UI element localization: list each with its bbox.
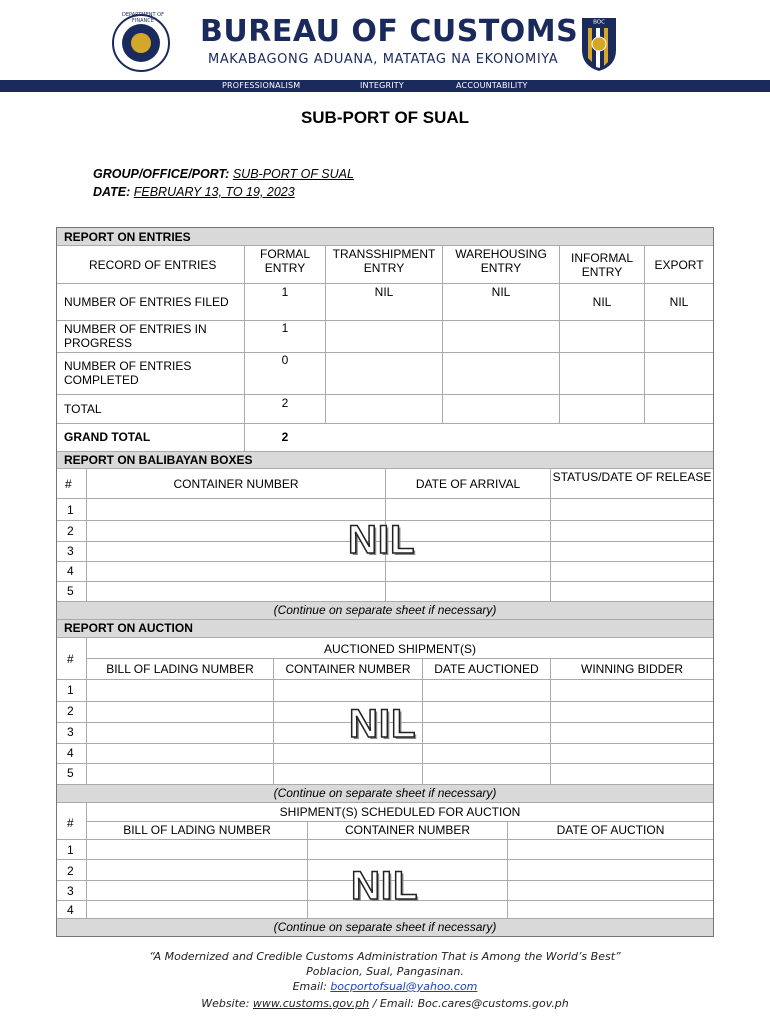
- row-label-filed: NUMBER OF ENTRIES FILED: [64, 295, 229, 309]
- footer-email-label: Email:: [292, 980, 331, 993]
- date-label: DATE:: [93, 185, 131, 199]
- auction-group-header: AUCTIONED SHIPMENT(S): [323, 642, 476, 656]
- values-band: [0, 80, 770, 92]
- cell-filed-transshipment: NIL: [374, 285, 394, 299]
- footer-email-line: [0, 980, 770, 993]
- auction-continue-note: (Continue on separate sheet if necessary): [273, 786, 497, 800]
- balikbayan-row-5: 5: [67, 584, 74, 598]
- footer-email2: / Email: Boc.cares@customs.gov.ph: [369, 997, 569, 1010]
- agency-tagline: MAKABAGONG ADUANA, MATATAG NA EKONOMIYA: [208, 52, 559, 67]
- seal-text: DEPARTMENT OF FINANCE: [122, 12, 164, 24]
- footer-email-link[interactable]: bocportofsual@yahoo.com: [330, 980, 478, 993]
- auction-col-container: CONTAINER NUMBER: [285, 662, 411, 676]
- scheduled-col-number: #: [67, 816, 74, 830]
- auction-row-1: 1: [67, 683, 74, 697]
- balikbayan-row-4: 4: [67, 564, 74, 578]
- value-professionalism: PROFESSIONALISM: [222, 81, 301, 90]
- balikbayan-col-container: CONTAINER NUMBER: [173, 477, 299, 491]
- col-warehousing-entry: WAREHOUSING ENTRY: [455, 247, 547, 275]
- office-label: GROUP/OFFICE/PORT:: [93, 167, 230, 181]
- scheduled-row-1: 1: [67, 843, 74, 857]
- grand-total-label: GRAND TOTAL: [64, 430, 151, 444]
- footer-website-link[interactable]: www.customs.gov.ph: [252, 997, 370, 1010]
- balikbayan-continue-note: (Continue on separate sheet if necessary): [273, 603, 497, 617]
- balikbayan-row-2: 2: [67, 524, 74, 538]
- report-form: [56, 227, 714, 937]
- footer-address: Poblacion, Sual, Pangasinan.: [306, 965, 464, 978]
- scheduled-group-header: SHIPMENT(S) SCHEDULED FOR AUCTION: [279, 805, 521, 819]
- dof-seal-logo: [112, 14, 170, 72]
- scheduled-nil-stamp: NIL: [351, 864, 419, 908]
- auction-row-4: 4: [67, 746, 74, 760]
- office-value: SUB-PORT OF SUAL: [232, 167, 354, 181]
- agency-name: BUREAU OF CUSTOMS: [200, 14, 579, 49]
- col-informal-entry: INFORMAL ENTRY: [570, 251, 633, 279]
- grand-total-value: 2: [281, 430, 289, 444]
- auction-nil-stamp: NIL: [349, 702, 417, 746]
- entries-section-title: REPORT ON ENTRIES: [64, 230, 191, 244]
- date-value: FEBRUARY 13, TO 19, 2023: [133, 185, 295, 199]
- cell-total-formal: 2: [281, 396, 289, 410]
- cell-filed-warehousing: NIL: [491, 285, 511, 299]
- cell-completed-formal: 0: [281, 353, 289, 367]
- auction-row-2: 2: [67, 704, 74, 718]
- auction-row-5: 5: [67, 766, 74, 780]
- col-export: EXPORT: [654, 258, 704, 272]
- scheduled-col-bill: BILL OF LADING NUMBER: [123, 823, 271, 837]
- letterhead: [0, 0, 770, 92]
- record-of-entries-header: RECORD OF ENTRIES: [89, 258, 217, 272]
- row-label-in-progress: NUMBER OF ENTRIES IN PROGRESS: [64, 322, 207, 350]
- scheduled-row-4: 4: [67, 903, 74, 917]
- cell-progress-formal: 1: [281, 321, 289, 335]
- scheduled-row-3: 3: [67, 884, 74, 898]
- balikbayan-section-title: REPORT ON BALIBAYAN BOXES: [64, 453, 253, 467]
- balikbayan-row-3: 3: [67, 544, 74, 558]
- balikbayan-nil-stamp: NIL: [348, 518, 416, 562]
- value-accountability: ACCOUNTABILITY: [456, 81, 528, 90]
- balikbayan-col-arrival: DATE OF ARRIVAL: [415, 477, 521, 491]
- scheduled-continue-note: (Continue on separate sheet if necessary): [273, 920, 497, 934]
- office-line: [93, 167, 354, 181]
- auction-col-number: #: [67, 652, 74, 666]
- date-line: [93, 185, 295, 199]
- row-label-completed: NUMBER OF ENTRIES COMPLETED: [64, 359, 192, 387]
- auction-col-date: DATE AUCTIONED: [434, 662, 539, 676]
- scheduled-row-2: 2: [67, 864, 74, 878]
- auction-col-bill: BILL OF LADING NUMBER: [106, 662, 254, 676]
- balikbayan-col-status: STATUS/DATE OF RELEASE: [552, 470, 712, 484]
- boc-shield-logo: [580, 16, 618, 72]
- balikbayan-col-number: #: [65, 477, 72, 491]
- value-integrity: INTEGRITY: [360, 81, 404, 90]
- cell-filed-informal: NIL: [592, 295, 612, 309]
- scheduled-col-date: DATE OF AUCTION: [556, 823, 665, 837]
- footer-website-line: [0, 997, 770, 1010]
- shield-text: BOC: [593, 19, 605, 26]
- col-transshipment-entry: TRANSSHIPMENT ENTRY: [332, 247, 436, 275]
- cell-filed-formal: 1: [281, 285, 289, 299]
- cell-filed-export: NIL: [669, 295, 689, 309]
- scheduled-col-container: CONTAINER NUMBER: [344, 823, 471, 837]
- balikbayan-row-1: 1: [67, 503, 74, 517]
- footer-motto: “A Modernized and Credible Customs Administration That is Among the World’s Best”: [149, 950, 621, 963]
- auction-section-title: REPORT ON AUCTION: [64, 621, 193, 635]
- auction-row-3: 3: [67, 725, 74, 739]
- footer-website-label: Website:: [201, 997, 253, 1010]
- page-title: SUB-PORT OF SUAL: [300, 108, 470, 127]
- row-label-total: TOTAL: [64, 402, 102, 416]
- col-formal-entry: FORMAL ENTRY: [259, 247, 310, 275]
- auction-col-bidder: WINNING BIDDER: [581, 662, 683, 676]
